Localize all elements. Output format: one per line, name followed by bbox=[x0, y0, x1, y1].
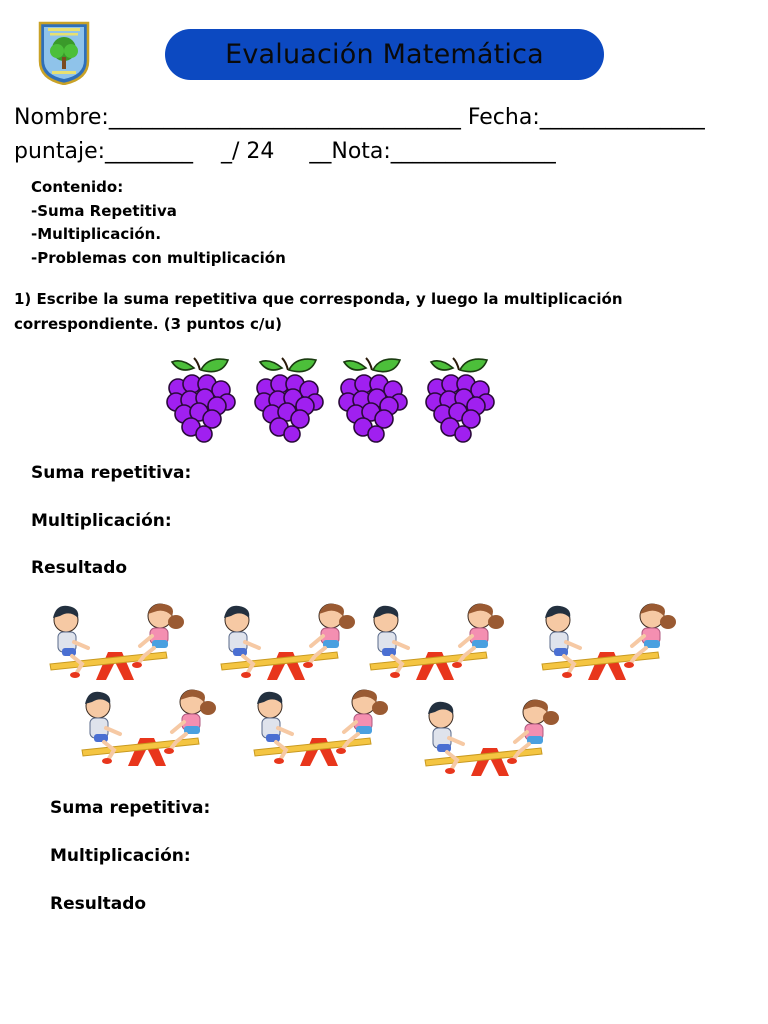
seesaw-kids-icon bbox=[252, 688, 392, 768]
question-1-instruction: 1) Escribe la suma repetitiva que corresponda, y luego la multiplicación correspondiente. (3 puntos c/u) bbox=[14, 290, 623, 333]
title-banner bbox=[165, 29, 604, 80]
grape-icon bbox=[336, 356, 408, 446]
seesaw-kids-icon bbox=[80, 688, 220, 768]
page-title: Evaluación Matemática bbox=[225, 39, 544, 70]
exercise-2-result-label: Resultado bbox=[50, 894, 147, 914]
grape-icon bbox=[252, 356, 324, 446]
seesaw-kids-icon bbox=[368, 602, 508, 682]
content-item-problemas: -Problemas con multiplicación bbox=[31, 248, 286, 267]
content-item-multiplicacion: -Multiplicación. bbox=[31, 225, 162, 243]
seesaw-kids-icon bbox=[48, 602, 188, 682]
content-item-suma: -Suma Repetitiva bbox=[31, 201, 177, 220]
name-date-line: Nombre:________________________________ Fecha:_______________ bbox=[14, 105, 705, 130]
school-crest-icon bbox=[38, 21, 90, 85]
exercise-1-result-label: Resultado bbox=[31, 558, 128, 578]
seesaw-kids-icon bbox=[423, 698, 563, 778]
exercise-2-suma-label: Suma repetitiva: bbox=[50, 798, 211, 818]
exercise-1-suma-label: Suma repetitiva: bbox=[31, 463, 192, 483]
seesaw-kids-icon bbox=[219, 602, 359, 682]
score-grade-line: puntaje:________ _/ 24 __Nota:_______________ bbox=[14, 139, 556, 164]
exercise-2-mult-label: Multiplicación: bbox=[50, 846, 191, 866]
content-list bbox=[31, 176, 286, 270]
exercise-1-mult-label: Multiplicación: bbox=[31, 511, 172, 531]
content-heading: Contenido: bbox=[31, 178, 124, 196]
grape-icon bbox=[164, 356, 236, 446]
seesaw-kids-icon bbox=[540, 602, 680, 682]
grape-icon bbox=[423, 356, 495, 446]
